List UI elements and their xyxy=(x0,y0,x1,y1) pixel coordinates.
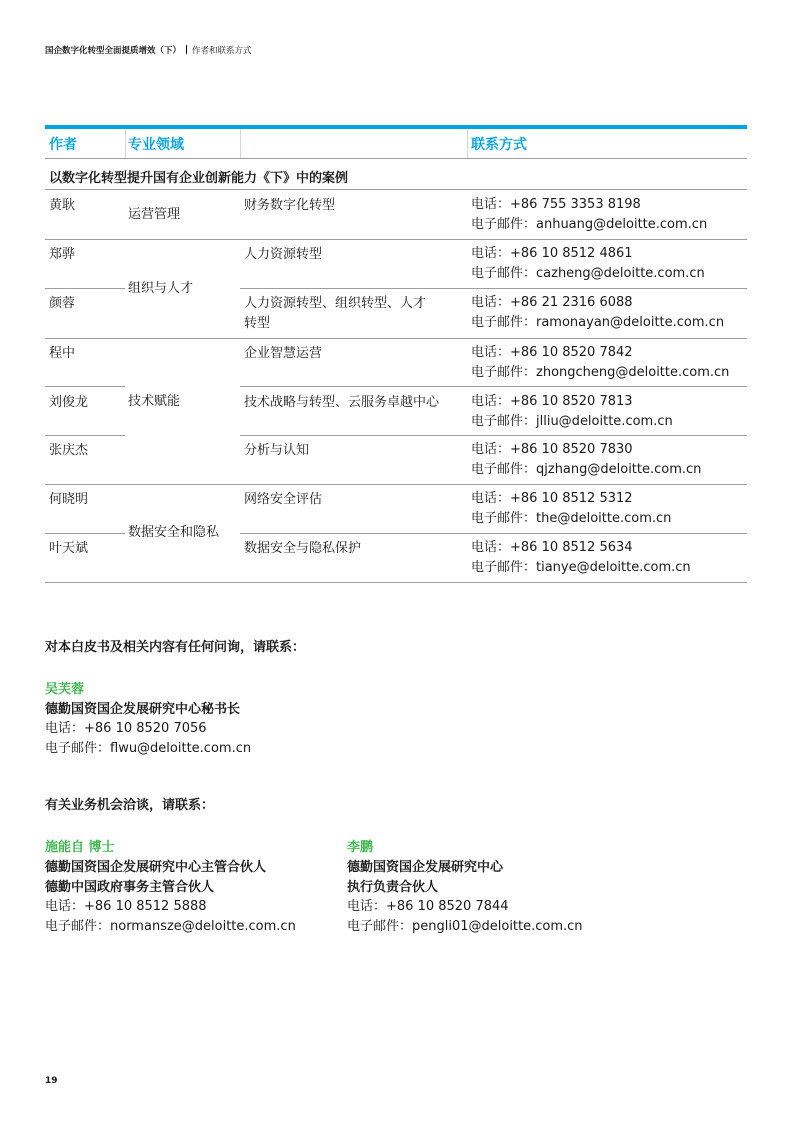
topic-cell: 企业智慧运营 xyxy=(244,346,323,361)
header-title: 国企数字化转型全面提质增效（下） xyxy=(45,46,182,56)
table-rule xyxy=(45,533,125,534)
inquiry-phone: 电话：+86 10 8520 7056 xyxy=(45,721,207,736)
table-rule xyxy=(240,288,747,289)
email-text: 电子邮件：zhongcheng@deloitte.com.cn xyxy=(471,365,730,380)
business-contact-title: 德勤中国政府事务主管合伙人 xyxy=(45,880,215,895)
phone-text: 电话：+86 755 3353 8198 xyxy=(471,197,641,212)
business-contact-name: 李鹏 xyxy=(347,840,374,855)
business-heading: 有关业务机会洽谈，请联系： xyxy=(45,798,215,813)
author-name: 程中 xyxy=(49,346,76,361)
email-text: 电子邮件：tianye@deloitte.com.cn xyxy=(471,560,691,575)
business-contact-phone: 电话：+86 10 8512 5888 xyxy=(45,899,207,914)
table-rule xyxy=(45,338,747,339)
contact-cell xyxy=(471,392,673,432)
contact-cell xyxy=(471,293,724,333)
table-top-bar xyxy=(45,125,747,129)
business-contact-title: 德勤国资国企发展研究中心 xyxy=(347,860,504,875)
column-divider xyxy=(467,129,468,158)
phone-text: 电话：+86 10 8520 7842 xyxy=(471,345,633,360)
table-rule xyxy=(45,239,747,240)
author-name: 张庆杰 xyxy=(49,443,89,458)
business-contact-title: 执行负责合伙人 xyxy=(347,880,439,895)
author-name: 郑骅 xyxy=(49,247,76,262)
column-header-contact: 联系方式 xyxy=(471,137,527,153)
email-text: 电子邮件：the@deloitte.com.cn xyxy=(471,511,672,526)
field-cell: 数据安全和隐私 xyxy=(128,525,220,540)
table-rule xyxy=(45,386,125,387)
email-text: 电子邮件：jlliu@deloitte.com.cn xyxy=(471,414,673,429)
topic-cell: 网络安全评估 xyxy=(244,492,323,507)
table-rule xyxy=(45,435,125,436)
business-contact-title: 德勤国资国企发展研究中心主管合伙人 xyxy=(45,860,267,875)
contact-cell xyxy=(471,244,705,284)
author-name: 叶天斌 xyxy=(49,541,89,556)
topic-cell: 技术战略与转型、云服务卓越中心 xyxy=(244,395,440,410)
inquiry-contact-name: 吴芙蓉 xyxy=(45,682,85,697)
email-text: 电子邮件：ramonayan@deloitte.com.cn xyxy=(471,315,725,330)
author-name: 颜蓉 xyxy=(49,296,76,311)
inquiry-email: 电子邮件：flwu@deloitte.com.cn xyxy=(45,741,252,756)
header-separator xyxy=(186,45,187,54)
contact-cell xyxy=(471,195,707,235)
header-subtitle: 作者和联系方式 xyxy=(192,46,252,56)
running-header xyxy=(45,44,252,56)
contact-cell xyxy=(471,489,671,529)
contact-cell xyxy=(471,343,729,383)
phone-text: 电话：+86 10 8520 7813 xyxy=(471,394,633,409)
column-divider xyxy=(125,129,126,158)
table-rule xyxy=(45,582,747,583)
column-divider xyxy=(240,129,241,158)
topic-line: 人力资源转型、组织转型、人才 xyxy=(244,296,427,311)
phone-text: 电话：+86 10 8512 5312 xyxy=(471,491,633,506)
column-header-field: 专业领域 xyxy=(128,137,184,153)
email-text: 电子邮件：anhuang@deloitte.com.cn xyxy=(471,217,708,232)
business-contact-name: 施能自 博士 xyxy=(45,840,115,855)
topic-cell xyxy=(244,294,426,334)
email-text: 电子邮件：cazheng@deloitte.com.cn xyxy=(471,266,705,281)
field-cell: 组织与人才 xyxy=(128,281,194,296)
table-rule xyxy=(240,386,747,387)
field-cell: 技术赋能 xyxy=(128,394,181,409)
business-contact-phone: 电话：+86 10 8520 7844 xyxy=(347,899,509,914)
phone-text: 电话：+86 10 8520 7830 xyxy=(471,442,633,457)
topic-cell: 财务数字化转型 xyxy=(244,198,336,213)
table-rule xyxy=(240,533,747,534)
topic-cell: 分析与认知 xyxy=(244,443,310,458)
phone-text: 电话：+86 10 8512 5634 xyxy=(471,540,633,555)
author-name: 刘俊龙 xyxy=(49,395,89,410)
column-header-author: 作者 xyxy=(49,137,77,153)
table-section-title: 以数字化转型提升国有企业创新能力《下》中的案例 xyxy=(49,171,349,186)
table-rule xyxy=(45,189,747,190)
contact-cell xyxy=(471,538,691,578)
inquiry-contact-title: 德勤国资国企发展研究中心秘书长 xyxy=(45,702,241,717)
business-contact-email: 电子邮件：pengli01@deloitte.com.cn xyxy=(347,919,583,934)
email-text: 电子邮件：qjzhang@deloitte.com.cn xyxy=(471,462,702,477)
author-name: 黄耿 xyxy=(49,198,76,213)
table-rule xyxy=(45,158,747,159)
field-cell: 运营管理 xyxy=(128,207,181,222)
business-contact-email: 电子邮件：normansze@deloitte.com.cn xyxy=(45,919,296,934)
inquiry-heading: 对本白皮书及相关内容有任何问询，请联系： xyxy=(45,640,306,655)
phone-text: 电话：+86 21 2316 6088 xyxy=(471,295,633,310)
topic-line: 转型 xyxy=(244,316,271,331)
table-rule xyxy=(45,288,125,289)
topic-cell: 数据安全与隐私保护 xyxy=(244,541,362,556)
table-rule xyxy=(240,435,747,436)
contact-cell xyxy=(471,440,701,480)
topic-cell: 人力资源转型 xyxy=(244,247,323,262)
phone-text: 电话：+86 10 8512 4861 xyxy=(471,246,633,261)
page-number: 19 xyxy=(45,1076,58,1086)
author-name: 何晓明 xyxy=(49,492,89,507)
table-rule xyxy=(45,484,747,485)
